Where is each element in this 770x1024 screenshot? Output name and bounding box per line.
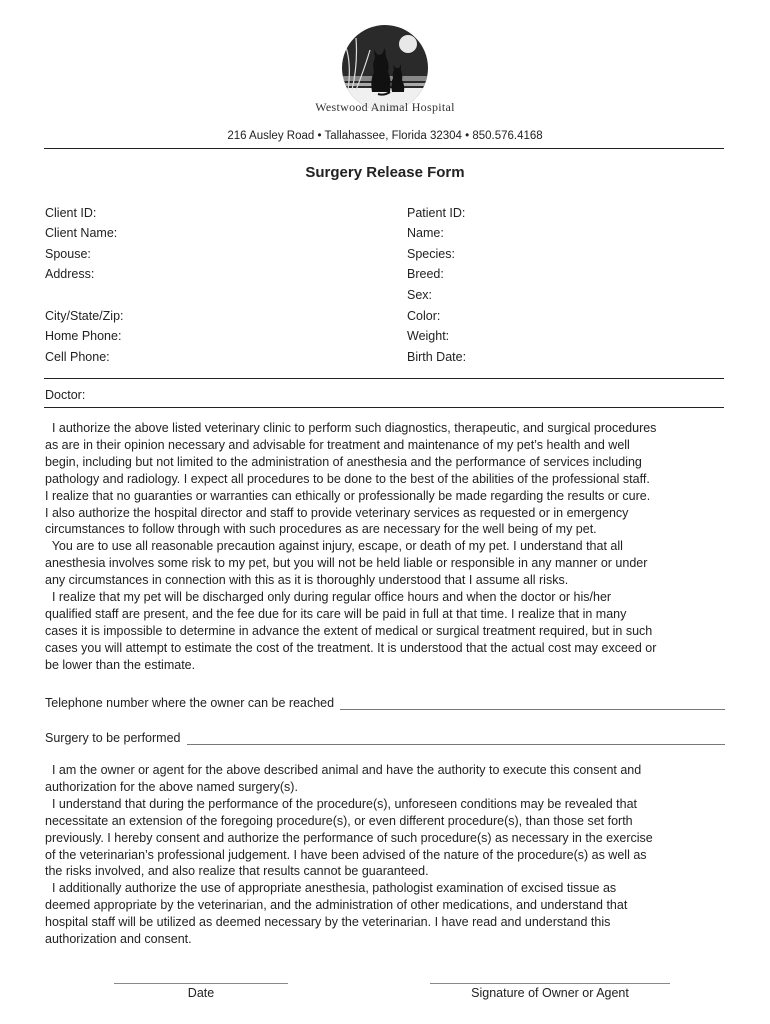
- header-divider: [44, 148, 724, 149]
- authorization-line: begin, including but not limited to the administration of anesthesia and the performance of services including: [45, 454, 642, 469]
- species-label: Species:: [407, 247, 455, 261]
- city-state-zip-label: City/State/Zip:: [45, 309, 124, 323]
- form-title: Surgery Release Form: [305, 164, 465, 181]
- authorization-line: circumstances to follow through with such procedures as are necessary for the well being of my pet.: [45, 522, 597, 537]
- date-label: Date: [187, 986, 215, 1000]
- authorization-line: I also authorize the hospital director and staff to provide veterinary services as requested or in emergency: [45, 505, 629, 520]
- address-label: Address:: [45, 267, 95, 281]
- hospital-address: 216 Ausley Road • Tallahassee, Florida 32304 • 850.576.4168: [227, 130, 543, 142]
- authorization-line: be lower than the estimate.: [45, 657, 196, 672]
- owner-signature-line[interactable]: [430, 983, 670, 984]
- authorization-line: anesthesia involves some risk to my pet, but you will not be held liable or responsible in any manner or under: [45, 556, 648, 571]
- authorization-line: qualified staff are present, and the fee due for its care will be paid in full at that time. I realize that in many: [45, 606, 627, 621]
- breed-label: Breed:: [407, 267, 444, 281]
- color-label: Color:: [407, 309, 441, 323]
- authorization-line: cases you will attempt to estimate the cost of the treatment. It is understood that the actual cost may exceed or: [45, 640, 657, 655]
- date-signature-line[interactable]: [114, 983, 288, 984]
- doctor-label: Doctor:: [45, 388, 86, 402]
- authorization-line: cases it is impossible to determine in advance the extent of medical or surgical treatment required, but in such: [45, 623, 653, 638]
- consent-line: deemed appropriate by the veterinarian, and the administration of other medications, and understand that: [45, 898, 628, 913]
- owner-signature-label: Signature of Owner or Agent: [471, 986, 629, 1000]
- cell-phone-label: Cell Phone:: [45, 350, 110, 364]
- client-name-label: Client Name:: [45, 226, 118, 240]
- authorization-line: You are to use all reasonable precaution against injury, escape, or death of my pet. I understand that all: [45, 539, 623, 554]
- consent-line: necessitate an extension of the foregoing procedure(s), or even different procedure(s), than those set forth: [45, 813, 633, 828]
- consent-line: authorization and consent.: [45, 932, 192, 947]
- weight-label: Weight:: [407, 329, 450, 343]
- consent-line: hospital staff will be utilized as deemed necessary by the veterinarian. I have read and understand this: [45, 915, 611, 930]
- authorization-text: [45, 420, 735, 674]
- surgery-performed-label: Surgery to be performed: [45, 731, 181, 745]
- authorization-line: any circumstances in connection with this as it is thoroughly understood that I assume all risks.: [45, 573, 569, 588]
- authorization-line: I authorize the above listed veterinary clinic to perform such diagnostics, therapeutic, and surgical procedures: [45, 421, 657, 435]
- telephone-reach-label: Telephone number where the owner can be reached: [45, 696, 335, 710]
- client-id-label: Client ID:: [45, 206, 97, 220]
- sex-label: Sex:: [407, 288, 433, 302]
- consent-line: I understand that during the performance of the procedure(s), unforeseen conditions may be revealed that: [45, 796, 638, 811]
- authorization-line: I realize that no guaranties or warranties can ethically or professionally be made regarding the results or cure.: [45, 488, 651, 503]
- spouse-label: Spouse:: [45, 247, 91, 261]
- authorization-line: I realize that my pet will be discharged only during regular office hours and when the doctor or his/her: [45, 590, 612, 605]
- consent-line: I am the owner or agent for the above described animal and have the authority to execute this consent and: [45, 763, 642, 777]
- consent-line: previously. I hereby consent and authorize the performance of such procedure(s) as necessary in the exercise: [45, 830, 653, 845]
- fields-divider: [44, 378, 724, 379]
- consent-line: of the veterinarian’s professional judgement. I have been advised of the nature of the procedure(s) as well as: [45, 847, 647, 862]
- telephone-reach-field[interactable]: [45, 694, 725, 710]
- consent-text: [45, 762, 735, 948]
- telephone-reach-input-line[interactable]: [340, 698, 725, 710]
- doctor-divider: [44, 407, 724, 408]
- surgery-performed-input-line[interactable]: [187, 733, 726, 745]
- patient-id-label: Patient ID:: [407, 206, 466, 220]
- authorization-line: pathology and radiology. I expect all procedures to be done to the best of the abilities of the professional staff.: [45, 471, 650, 486]
- consent-line: authorization for the above named surgery(s).: [45, 779, 298, 794]
- consent-line: the risks involved, and also realize that results cannot be guaranteed.: [45, 864, 429, 879]
- surgery-performed-field[interactable]: [45, 729, 725, 745]
- authorization-line: as are in their opinion necessary and advisable for treatment and maintenance of my pet’s health and well: [45, 437, 630, 452]
- patient-name-label: Name:: [407, 226, 444, 240]
- hospital-name: Westwood Animal Hospital: [315, 100, 455, 114]
- consent-line: I additionally authorize the use of appropriate anesthesia, pathologist examination of excised tissue as: [45, 881, 617, 896]
- home-phone-label: Home Phone:: [45, 329, 122, 343]
- birth-date-label: Birth Date:: [407, 350, 467, 364]
